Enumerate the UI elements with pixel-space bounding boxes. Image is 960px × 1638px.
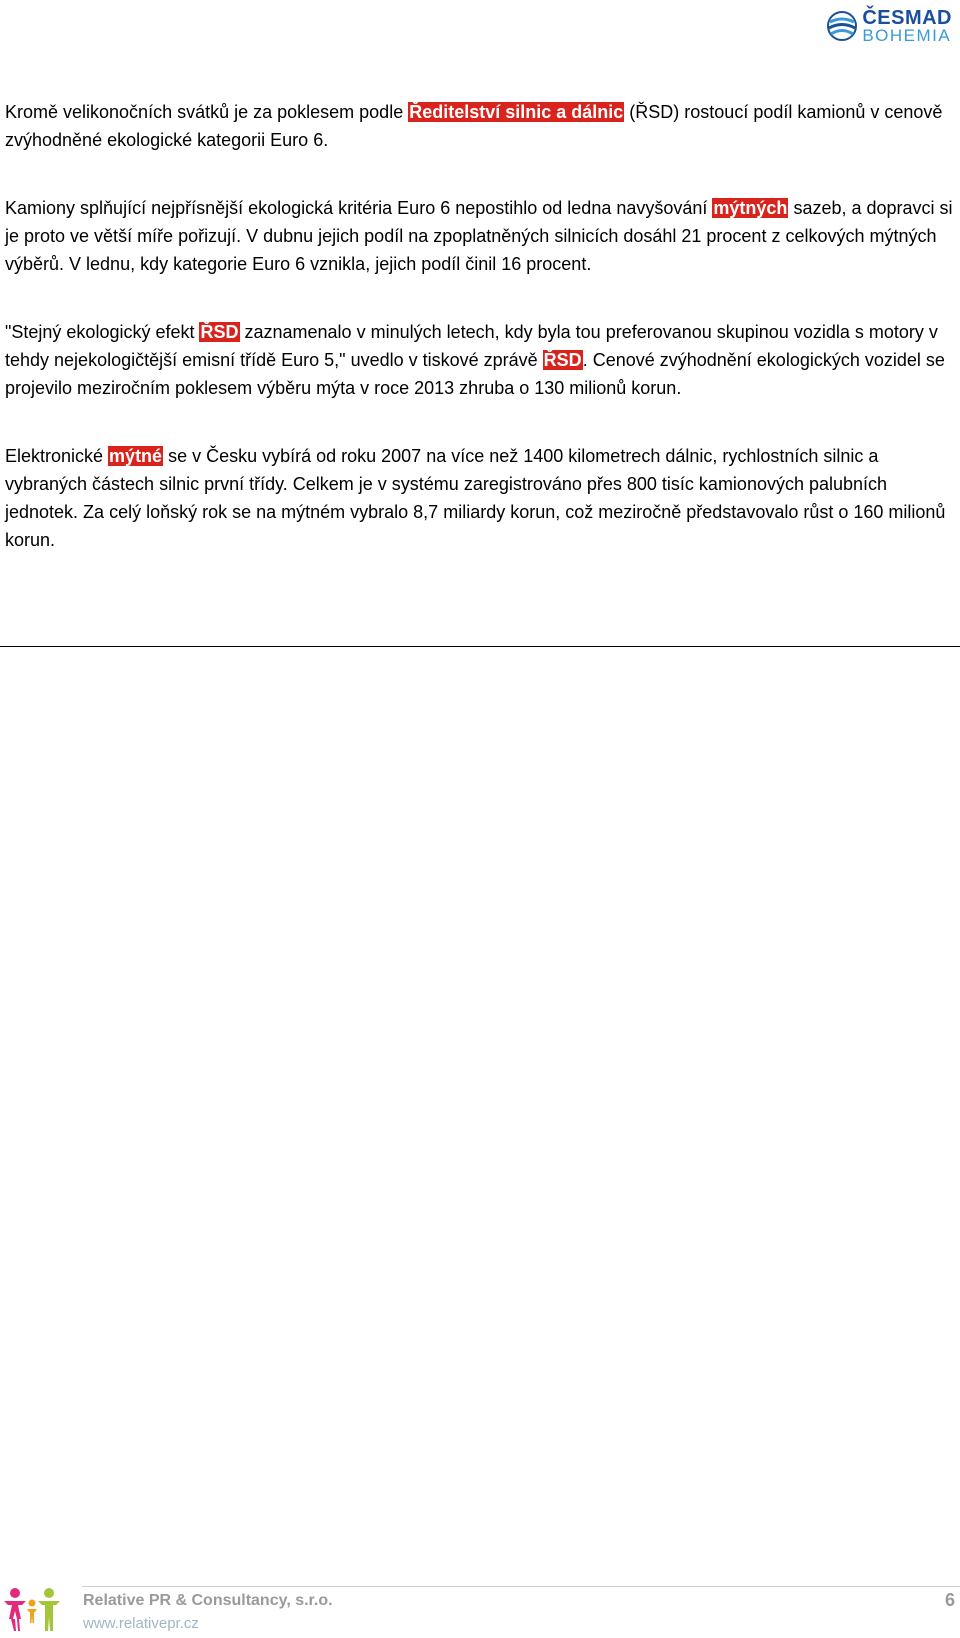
cesmad-logo [826, 8, 952, 44]
text-segment: (ŘSD) rostoucí podíl kamionů v cenově zvýhodněné ekologické kategorii Euro 6. [5, 102, 943, 150]
logo-subtitle: BOHEMIA [862, 26, 952, 45]
cesmad-globe-icon [826, 10, 858, 42]
logo-name: ČESMAD [862, 7, 952, 29]
highlight-link-rsd[interactable]: ŘSD [543, 350, 582, 370]
article-body [5, 98, 953, 594]
highlight-link-mytnych[interactable]: mýtných [713, 198, 788, 218]
section-divider [0, 646, 960, 647]
paragraph-1 [5, 98, 953, 154]
text-segment: Kromě velikonočních svátků je za poklesem podle [5, 102, 409, 122]
text-segment: se v Česku vybírá od roku 2007 na více než 1400 kilometrech dálnic, rychlostních silnic a vybraných částech silnic první třídy. Celkem je v systému zaregistrováno přes 800 tisíc kamionových palubních jednotek. Za celý loňský rok se na mýtném vybralo 8,7 miliardy korun, což meziročně představovalo růst o 160 milionů korun. [5, 446, 946, 550]
paragraph-3 [5, 318, 953, 402]
text-segment: sazeb, a dopravci si je proto ve větší míře pořizují. V dubnu jejich podíl na zpoplatněných silnicích dosáhl 21 procent z celkových mýtných výběrů. V lednu, kdy kategorie Euro 6 vznikla, jejich podíl činil 16 procent. [5, 198, 953, 274]
paragraph-2 [5, 194, 953, 278]
highlight-link-rsd-full[interactable]: Ředitelství silnic a dálnic [409, 102, 624, 122]
text-segment: zaznamenalo v minulých letech, kdy byla tou preferovanou skupinou vozidla s motory v tehdy nejekologičtější emisní třídě Euro 5," uvedlo v tiskové zprávě [5, 322, 938, 370]
highlight-link-mytne[interactable]: mýtné [109, 446, 163, 466]
page-number: 6 [944, 1590, 955, 1610]
footer-divider [82, 1586, 960, 1587]
text-segment: "Stejný ekologický efekt [5, 322, 200, 342]
text-segment: Elektronické [5, 446, 109, 466]
text-segment: Kamiony splňující nejpřísnější ekologická kritéria Euro 6 nepostihlo od ledna navyšování [5, 198, 713, 218]
footer-company-name: Relative PR & Consultancy, s.r.o. [83, 1592, 333, 1609]
highlight-link-rsd[interactable]: ŘSD [200, 322, 239, 342]
paragraph-4 [5, 442, 953, 554]
footer-website-link[interactable]: www.relativepr.cz [83, 1615, 199, 1632]
relativepr-figures-icon [2, 1587, 66, 1633]
text-segment: . Cenové zvýhodnění ekologických vozidel se projevilo meziročním poklesem výběru mýta v roce 2013 zhruba o 130 milionů korun. [5, 350, 945, 398]
